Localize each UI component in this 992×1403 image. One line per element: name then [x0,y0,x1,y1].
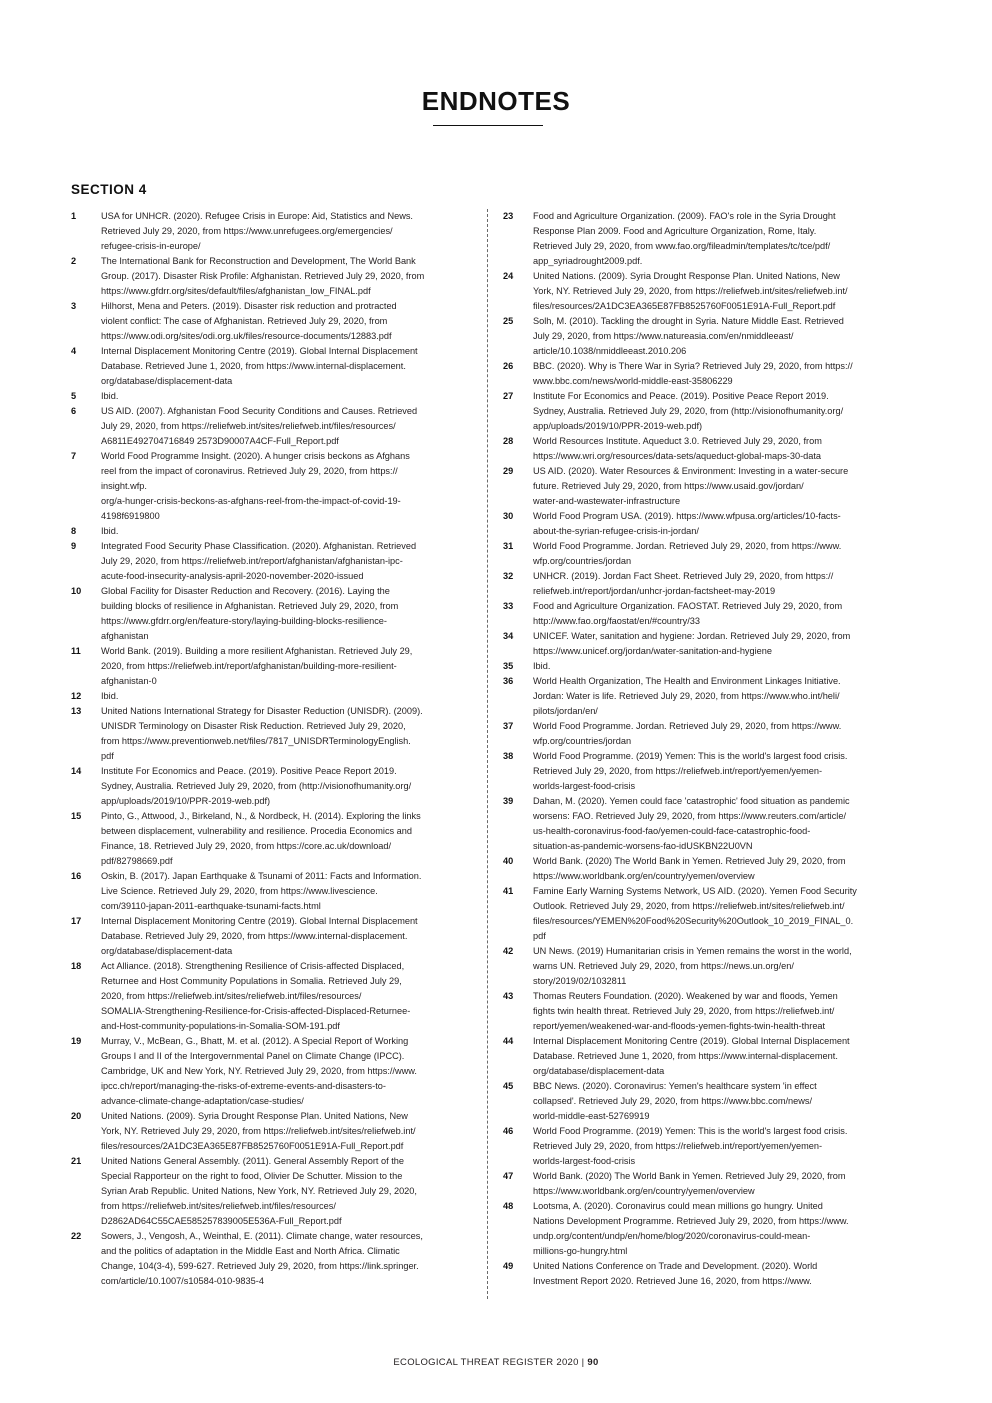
endnote-number: 34 [503,631,514,641]
page-footer [0,1357,992,1368]
endnote-number: 47 [503,1171,514,1181]
endnote-item [71,869,471,914]
endnote-text: Institute For Economics and Peace. (2019). Positive Peace Report 2019. Sydney, Australia. Retrieved July 29, 2020, from (http://visionofhumanity.org/ app/uploads/2019/10/PPR-2019-web.pdf) [533,391,844,431]
endnote-number: 45 [503,1081,514,1091]
endnote-number: 32 [503,571,514,581]
endnote-text: Ibid. [101,391,119,401]
endnote-number: 49 [503,1261,514,1271]
section-heading: SECTION 4 [71,182,147,197]
endnote-text: Integrated Food Security Phase Classification. (2020). Afghanistan. Retrieved July 29, 2020, from https://reliefweb.int/report/afghanistan/afghanistan-ipc- acute-food-insecurity-analysis-april-2020-november-2020-issued [101,541,417,581]
endnote-text: Act Alliance. (2018). Strengthening Resilience of Crisis-affected Displaced, Returnee and Host Community Populations in Somalia. Retrieved July 29, 2020, from https://reliefweb.int/sites/reliefweb.int/files/resources/ SOMALIA-Strengthening-Resilience-for-Crisis-affected-Displaced-Returnee- and-Host-community-populations-in-Somalia-SOM-191.pdf [101,961,411,1031]
endnote-item [71,959,471,1034]
endnote-text: UN News. (2019) Humanitarian crisis in Yemen remains the worst in the world, warns UN. Retrieved July 29, 2020, from https://news.un.org/en/ story/2019/02/1032811 [533,946,852,986]
page-number: 90 [587,1357,599,1368]
endnote-item [503,569,905,599]
endnote-number: 33 [503,601,514,611]
endnote-number: 4 [71,346,77,356]
endnote-item [503,209,905,269]
endnote-number: 5 [71,391,77,401]
endnote-item [71,539,471,584]
endnote-text: Pinto, G., Attwood, J., Birkeland, N., & Nordbeck, H. (2014). Exploring the links between displacement, vulnerability and resilience. Procedia Economics and Finance, 18. Retrieved July 29, 2020, from https://core.ac.uk/download/ pdf/82798669.pdf [101,811,421,866]
endnote-item [503,854,905,884]
endnote-number: 35 [503,661,514,671]
endnote-text: Global Facility for Disaster Reduction and Recovery. (2016). Laying the building blocks of resilience in Afghanistan. Retrieved July 29, 2020, from https://www.gfdrr.org/en/feature-story/laying-building-blocks-resilience- afghanistan [101,586,399,641]
endnote-text: US AID. (2020). Water Resources & Environment: Investing in a water-secure future. Retrieved July 29, 2020, from https://www.usaid.gov/jordan/ water-and-wastewater-infrastructure [533,466,849,506]
endnote-item [71,449,471,524]
endnote-number: 12 [71,691,82,701]
endnote-number: 22 [71,1231,82,1241]
endnote-text: World Food Programme. Jordan. Retrieved July 29, 2020, from https://www. wfp.org/countries/jordan [533,541,842,566]
endnote-text: United Nations Conference on Trade and Development. (2020). World Investment Report 2020. Retrieved June 16, 2020, from https://www. [533,1261,818,1286]
endnote-item [503,1169,905,1199]
title-underline [433,125,543,126]
endnote-item [71,299,471,344]
endnote-text: United Nations International Strategy for Disaster Reduction (UNISDR). (2009). UNISDR Terminology on Disaster Risk Reduction. Retrieved July 29, 2020, from https://www.preventionweb.net/files/7817_UNISDRTerminologyEnglish. pdf [101,706,423,761]
endnote-number: 40 [503,856,514,866]
endnote-item [503,674,905,719]
endnote-item [71,809,471,869]
endnote-number: 3 [71,301,77,311]
footer-separator: | [581,1357,585,1368]
endnote-text: World Bank. (2020) The World Bank in Yemen. Retrieved July 29, 2020, from https://www.worldbank.org/en/country/yemen/overview [533,856,846,881]
endnote-item [71,764,471,809]
endnote-item [503,389,905,434]
endnote-item [71,389,471,404]
endnote-number: 30 [503,511,514,521]
endnote-text: World Resources Institute. Aqueduct 3.0. Retrieved July 29, 2020, from https://www.wri.org/resources/data-sets/aqueduct-global-maps-30-data [533,436,822,461]
endnote-number: 19 [71,1036,82,1046]
endnote-text: Murray, V., McBean, G., Bhatt, M. et al. (2012). A Special Report of Working Groups I and II of the Intergovernmental Panel on Climate Change (IPCC). Cambridge, UK and New York, NY. Retrieved July 29, 2020, from https://www. ipcc.ch/report/managing-the-risks-of-extreme-events-and-disasters-to- advance-climate-change-adaptation/case-studies/ [101,1036,417,1106]
endnote-item [503,719,905,749]
endnote-number: 1 [71,211,77,221]
endnote-number: 17 [71,916,82,926]
endnote-text: BBC. (2020). Why is There War in Syria? Retrieved July 29, 2020, from https:// www.bbc.com/news/world-middle-east-35806229 [533,361,853,386]
endnote-text: Oskin, B. (2017). Japan Earthquake & Tsunami of 2011: Facts and Information. Live Science. Retrieved July 29, 2020, from https://www.livescience. com/39110-japan-2011-earthquake-tsunami-facts.html [101,871,422,911]
endnote-number: 46 [503,1126,514,1136]
endnote-number: 15 [71,811,82,821]
endnote-text: Internal Displacement Monitoring Centre (2019). Global Internal Displacement Database. Retrieved June 1, 2020, from https://www.internal-displacement. org/database/displacement-data [533,1036,850,1076]
endnote-number: 31 [503,541,514,551]
endnote-number: 6 [71,406,77,416]
endnote-text: World Food Programme. Jordan. Retrieved July 29, 2020, from https://www. wfp.org/countries/jordan [533,721,842,746]
endnote-number: 10 [71,586,82,596]
endnote-number: 8 [71,526,77,536]
endnote-text: USA for UNHCR. (2020). Refugee Crisis in Europe: Aid, Statistics and News. Retrieved July 29, 2020, from https://www.unrefugees.org/emergencies/ refugee-crisis-in-europe/ [101,211,413,251]
endnote-text: Ibid. [533,661,551,671]
page-title: ENDNOTES [421,86,571,116]
endnote-item [503,884,905,944]
endnote-item [71,689,471,704]
endnote-number: 36 [503,676,514,686]
endnote-item [71,914,471,959]
endnote-text: Thomas Reuters Foundation. (2020). Weakened by war and floods, Yemen fights twin health threat. Retrieved July 29, 2020, from https://reliefweb.int/ report/yemen/weakened-war-and-floods-yemen-fights-twin-health-threat [533,991,838,1031]
endnote-item [503,539,905,569]
endnote-item [71,524,471,539]
endnote-text: World Food Programme. (2019) Yemen: This is the world's largest food crisis. Retrieved July 29, 2020, from https://reliefweb.int/report/yemen/yemen- worlds-largest-food-crisis [533,1126,848,1166]
endnote-number: 41 [503,886,514,896]
endnote-number: 25 [503,316,514,326]
endnote-item [503,1199,905,1259]
endnote-item [71,209,471,254]
endnotes-column-left [71,209,471,1289]
endnote-text: United Nations. (2009). Syria Drought Response Plan. United Nations, New York, NY. Retrieved July 29, 2020, from https://reliefweb.int/sites/reliefweb.int/ files/resources/2A1DC3EA365E87FB8525760F0051E91A-Full_Report.pdf [101,1111,416,1151]
endnote-item [71,404,471,449]
endnote-number: 24 [503,271,514,281]
endnote-text: United Nations. (2009). Syria Drought Response Plan. United Nations, New York, NY. Retrieved July 29, 2020, from https://reliefweb.int/sites/reliefweb.int/ files/resources/2A1DC3EA365E87FB8525760F0051E91A-Full_Report.pdf [533,271,848,311]
endnote-number: 42 [503,946,514,956]
endnote-item [503,989,905,1034]
endnote-text: World Food Programme Insight. (2020). A hunger crisis beckons as Afghans reel from the impact of coronavirus. Retrieved July 29, 2020, from https:// insight.wfp. org/a-hunger-crisis-beckons-as-afghans-reel-from-the-impact-of-covid-19- 4198f6919800 [101,451,410,521]
endnote-number: 44 [503,1036,514,1046]
endnote-item [503,794,905,854]
endnote-text: Ibid. [101,691,119,701]
endnote-item [503,659,905,674]
endnote-text: Famine Early Warning Systems Network, US AID. (2020). Yemen Food Security Outlook. Retrieved July 29, 2020, from https://reliefweb.int/sites/reliefweb.int/ files/resources/YEMEN%20Food%20Security%20Outlook_10_2019_FINAL_0. pdf [533,886,857,941]
endnote-text: Internal Displacement Monitoring Centre (2019). Global Internal Displacement Database. Retrieved July 29, 2020, from https://www.internal-displacement. org/database/displacement-data [101,916,418,956]
endnote-number: 11 [71,646,81,656]
endnote-number: 9 [71,541,77,551]
endnote-number: 39 [503,796,514,806]
endnote-text: Solh, M. (2010). Tackling the drought in Syria. Nature Middle East. Retrieved July 29, 2020, from https://www.natureasia.com/en/nmiddleeast/ article/10.1038/nmiddleeast.2010.206 [533,316,844,356]
endnote-text: Sowers, J., Vengosh, A., Weinthal, E. (2011). Climate change, water resources, and the politics of adaptation in the Middle East and North Africa. Climatic Change, 104(3-4), 599-627. Retrieved July 29, 2020, from https://link.springer. com/article/10.1007/s10584-010-9835-4 [101,1231,423,1286]
endnote-text: BBC News. (2020). Coronavirus: Yemen's healthcare system 'in effect collapsed'. Retrieved July 29, 2020, from https://www.bbc.com/news/ world-middle-east-52769919 [533,1081,817,1121]
endnote-item [71,1034,471,1109]
endnote-item [503,1079,905,1124]
endnote-item [503,509,905,539]
endnote-number: 29 [503,466,514,476]
endnotes-column-right [503,209,905,1289]
endnote-text: World Bank. (2019). Building a more resilient Afghanistan. Retrieved July 29, 2020, from https://reliefweb.int/report/afghanistan/building-more-resilient- afghanistan-0 [101,646,413,686]
endnote-item [503,629,905,659]
endnote-item [503,1034,905,1079]
endnote-item [503,359,905,389]
endnote-item [503,464,905,509]
endnote-text: World Food Program USA. (2019). https://www.wfpusa.org/articles/10-facts- about-the-syrian-refugee-crisis-in-jordan/ [533,511,841,536]
endnote-number: 2 [71,256,77,266]
endnote-text: The International Bank for Reconstruction and Development, The World Bank Group. (2017). Disaster Risk Profile: Afghanistan. Retrieved July 29, 2020, from https://www.gfdrr.org/sites/default/files/afghanistan_low_FINAL.pdf [101,256,425,296]
endnote-number: 21 [71,1156,82,1166]
endnote-item [71,1109,471,1154]
endnote-text: Food and Agriculture Organization. FAOSTAT. Retrieved July 29, 2020, from http://www.fao.org/faostat/en/#country/33 [533,601,843,626]
endnote-number: 14 [71,766,82,776]
endnote-text: United Nations General Assembly. (2011). General Assembly Report of the Special Rapporteur on the right to food, Olivier De Schutter. Mission to the Syrian Arab Republic. United Nations, New York, NY. Retrieved July 29, 2020, from https://reliefweb.int/sites/reliefweb.int/files/resources/ D2862AD64C55CAE585257839005E536A-Full_Report.pdf [101,1156,417,1226]
endnote-number: 18 [71,961,82,971]
endnote-item [503,599,905,629]
endnote-item [503,1259,905,1289]
endnote-number: 28 [503,436,514,446]
endnote-text: US AID. (2007). Afghanistan Food Security Conditions and Causes. Retrieved July 29, 2020, from https://reliefweb.int/sites/reliefweb.int/files/resources/ A6811E492704716849 2573D90007A4CF-Full_Report.pdf [101,406,418,446]
endnote-item [71,584,471,644]
endnote-number: 26 [503,361,514,371]
endnote-item [71,644,471,689]
endnote-text: Lootsma, A. (2020). Coronavirus could mean millions go hungry. United Nations Development Programme. Retrieved July 29, 2020, from https://www. undp.org/content/undp/en/home/blog/2020/coronavirus-could-mean- millions-go-hungry.html [533,1201,849,1256]
endnote-number: 27 [503,391,514,401]
endnote-number: 23 [503,211,514,221]
endnote-number: 38 [503,751,514,761]
endnote-item [503,1124,905,1169]
endnote-text: Hilhorst, Mena and Peters. (2019). Disaster risk reduction and protracted violent conflict: The case of Afghanistan. Retrieved July 29, 2020, from https://www.odi.org/sites/odi.org.uk/files/resource-documents/12883.pdf [101,301,397,341]
endnote-number: 43 [503,991,514,1001]
endnote-number: 20 [71,1111,82,1121]
endnote-text: Ibid. [101,526,119,536]
endnote-number: 37 [503,721,514,731]
endnote-text: World Food Programme. (2019) Yemen: This is the world's largest food crisis. Retrieved July 29, 2020, from https://reliefweb.int/report/yemen/yemen- worlds-largest-food-crisis [533,751,848,791]
endnote-item [71,344,471,389]
endnote-item [71,254,471,299]
endnote-item [71,1154,471,1229]
endnote-number: 48 [503,1201,514,1211]
endnote-number: 16 [71,871,82,881]
endnote-text: Internal Displacement Monitoring Centre (2019). Global Internal Displacement Database. Retrieved June 1, 2020, from https://www.internal-displacement. org/database/displacement-data [101,346,418,386]
endnote-text: Dahan, M. (2020). Yemen could face 'catastrophic' food situation as pandemic worsens: FAO. Retrieved July 29, 2020, from https://www.reuters.com/article/ us-health-coronavirus-food-fao/yemen-could-face-catastrophic-food- situation-as-pandemic-worsens-fao-idUSKBN22U0VN [533,796,850,851]
endnote-text: World Health Organization, The Health and Environment Linkages Initiative. Jordan: Water is life. Retrieved July 29, 2020, from https://www.who.int/heli/ pilots/jordan/en/ [533,676,841,716]
endnote-text: Institute For Economics and Peace. (2019). Positive Peace Report 2019. Sydney, Australia. Retrieved July 29, 2020, from (http://visionofhumanity.org/ app/uploads/2019/10/PPR-2019-web.pdf) [101,766,412,806]
endnote-number: 13 [71,706,82,716]
endnote-item [503,944,905,989]
endnote-text: UNHCR. (2019). Jordan Fact Sheet. Retrieved July 29, 2020, from https:// reliefweb.int/report/jordan/unhcr-jordan-factsheet-may-2019 [533,571,834,596]
endnote-text: UNICEF. Water, sanitation and hygiene: Jordan. Retrieved July 29, 2020, from https://www.unicef.org/jordan/water-sanitation-and-hygiene [533,631,851,656]
endnote-number: 7 [71,451,77,461]
endnote-item [503,434,905,464]
endnote-item [503,314,905,359]
column-divider [487,209,488,1299]
endnote-text: World Bank. (2020) The World Bank in Yemen. Retrieved July 29, 2020, from https://www.worldbank.org/en/country/yemen/overview [533,1171,846,1196]
endnote-text: Food and Agriculture Organization. (2009). FAO's role in the Syria Drought Response Plan 2009. Food and Agriculture Organization, Rome, Italy. Retrieved July 29, 2020, from www.fao.org/fileadmin/templates/tc/tce/pdf/ app_syriadrought2009.pdf. [533,211,836,266]
endnote-item [71,1229,471,1289]
endnote-item [71,704,471,764]
endnote-item [503,269,905,314]
endnote-item [503,749,905,794]
footer-label: ECOLOGICAL THREAT REGISTER 2020 [393,1357,579,1368]
